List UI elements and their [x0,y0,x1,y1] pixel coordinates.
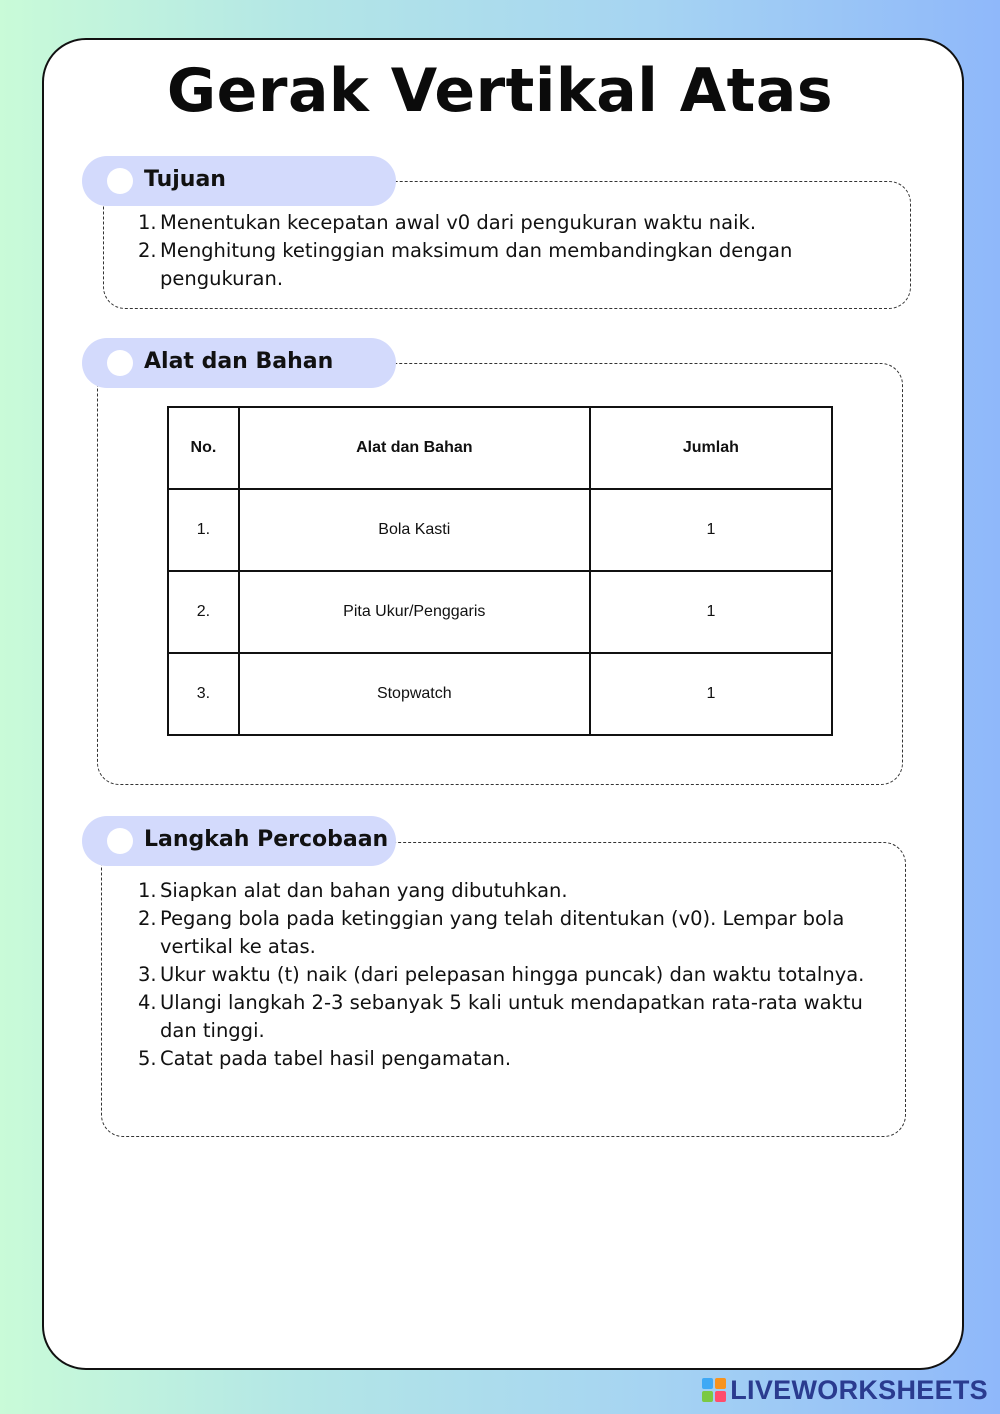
table-row [168,571,832,653]
liveworksheets-logo-icon [702,1378,726,1402]
table-row [168,653,832,735]
alat-heading: Alat dan Bahan [144,349,334,374]
list-item: 3. Ukur waktu (t) naik (dari pelepasan hingga puncak) dan waktu totalnya. [138,963,865,986]
table-cell: 2. [168,571,239,653]
alat-heading-pill [82,338,396,388]
liveworksheets-brand[interactable] [702,1376,988,1404]
page-title: Gerak Vertikal Atas [166,56,834,126]
tujuan-heading-pill [82,156,396,206]
table-cell: 3. [168,653,239,735]
logo-square [702,1378,713,1389]
table-header-jumlah: Jumlah [590,407,832,489]
tujuan-heading: Tujuan [144,167,226,192]
table-cell: 1 [590,653,832,735]
table-cell: Stopwatch [239,653,590,735]
logo-square [715,1391,726,1402]
list-item: 1. Siapkan alat dan bahan yang dibutuhkan. [138,879,568,902]
table-header-item: Alat dan Bahan [239,407,590,489]
alat-table [167,406,833,736]
tujuan-list [138,209,878,293]
bullet-dot-icon [107,828,133,854]
logo-square [702,1391,713,1402]
langkah-heading-pill [82,816,396,866]
table-cell: 1 [590,489,832,571]
brand-name: LIVEWORKSHEETS [730,1374,988,1405]
table-header-no: No. [168,407,239,489]
list-item: 1. Menentukan kecepatan awal v0 dari pengukuran waktu naik. [138,211,757,234]
table-header-row [168,407,832,489]
list-item: 4. Ulangi langkah 2-3 sebanyak 5 kali untuk mendapatkan rata-rata waktu dan tinggi. [138,991,863,1042]
bullet-dot-icon [107,168,133,194]
table-row [168,489,832,571]
logo-square [715,1378,726,1389]
bullet-dot-icon [107,350,133,376]
table-cell: 1. [168,489,239,571]
list-item: 5. Catat pada tabel hasil pengamatan. [138,1047,512,1070]
table-cell: Pita Ukur/Penggaris [239,571,590,653]
table-cell: 1 [590,571,832,653]
list-item: 2. Menghitung ketinggian maksimum dan membandingkan dengan pengukuran. [138,239,793,290]
langkah-heading: Langkah Percobaan [144,827,389,852]
langkah-list [138,877,878,1073]
list-item: 2. Pegang bola pada ketinggian yang telah ditentukan (v0). Lempar bola vertikal ke atas. [138,907,845,958]
table-cell: Bola Kasti [239,489,590,571]
